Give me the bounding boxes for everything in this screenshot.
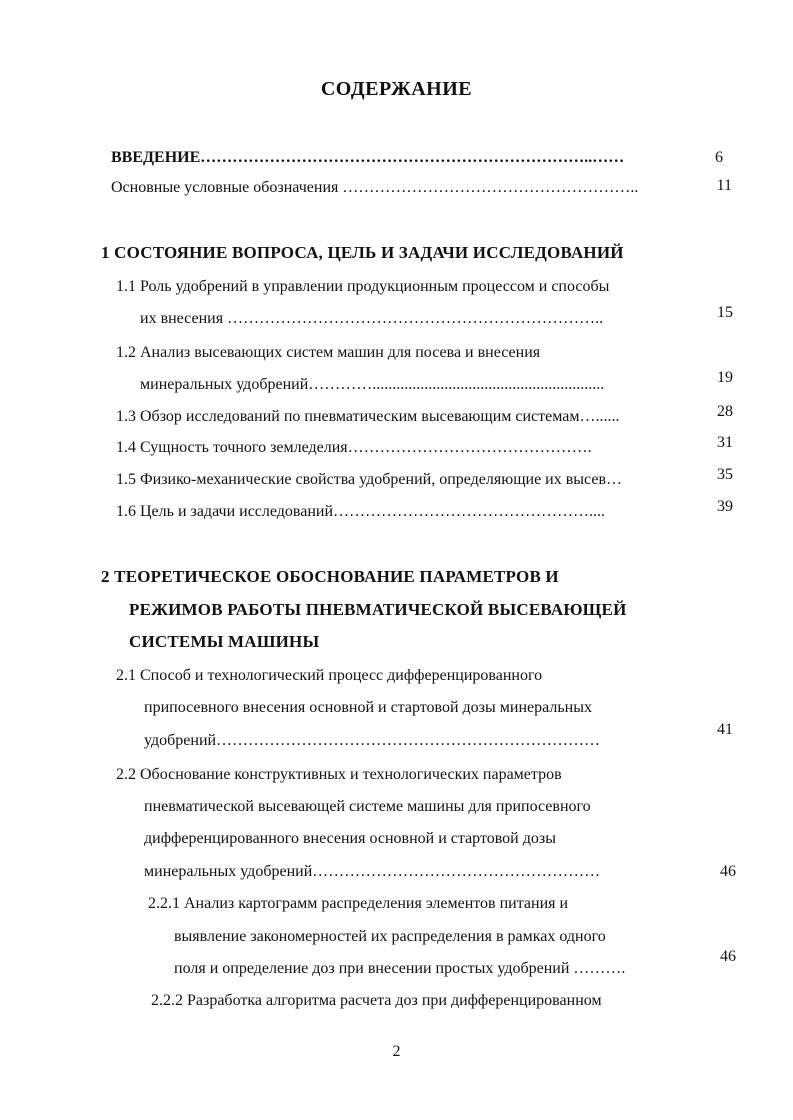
toc-page-2-2-1: 46: [720, 948, 736, 965]
toc-page-abbreviations: 11: [716, 177, 732, 194]
page-number: 2: [392, 1043, 401, 1060]
chapter-2-heading-line1: 2 ТЕОРЕТИЧЕСКОЕ ОБОСНОВАНИЕ ПАРАМЕТРОВ И: [101, 567, 559, 586]
toc-page-2-2: 46: [720, 863, 736, 880]
toc-entry-1-2-line2: минеральных удобрений…………..........................................................: [140, 376, 605, 393]
toc-entry-1-5: 1.5 Физико-механические свойства удобрений, определяющие их высев…: [116, 471, 622, 488]
toc-entry-2-1-line1: 2.1 Способ и технологический процесс дифференцированного: [116, 667, 543, 684]
toc-entry-2-2-1-line2: выявление закономерностей их распределения в рамках одного: [174, 928, 606, 945]
toc-entry-1-4: 1.4 Сущность точного земледелия……………………………………….: [116, 439, 592, 456]
toc-entry-2-2-line4: минеральных удобрений………………………………………………: [144, 863, 601, 880]
toc-page-1-5: 35: [717, 466, 733, 483]
toc-entry-2-2-line3: дифференцированного внесения основной и стартовой дозы: [144, 830, 556, 847]
toc-entry-2-1-line3: удобрений………………………………………………………………: [144, 732, 601, 749]
chapter-2-heading-line2: РЕЖИМОВ РАБОТЫ ПНЕВМАТИЧЕСКОЙ ВЫСЕВАЮЩЕЙ: [129, 600, 627, 619]
toc-entry-1-1-line2: их внесения ……………………………………………………………..: [140, 310, 604, 327]
toc-page-1-6: 39: [717, 498, 733, 515]
chapter-2-heading-line3: СИСТЕМЫ МАШИНЫ: [129, 632, 320, 651]
toc-page-1-2: 19: [717, 369, 733, 386]
toc-page-1-3: 28: [717, 403, 733, 420]
toc-entry-2-2-1-line3: поля и определение доз при внесении простых удобрений ……….: [174, 960, 626, 977]
toc-page-introduction: 6: [715, 149, 723, 166]
toc-entry-1-6: 1.6 Цель и задачи исследований…………………………………………....: [116, 503, 606, 520]
toc-page-1-4: 31: [717, 434, 733, 451]
toc-entry-introduction: ВВЕДЕНИЕ………………………………………………………………..……: [111, 149, 625, 166]
toc-entry-1-1-line1: 1.1 Роль удобрений в управлении продукционным процессом и способы: [116, 278, 610, 295]
page-title: СОДЕРЖАНИЕ: [320, 78, 473, 100]
toc-entry-2-1-line2: припосевного внесения основной и стартовой дозы минеральных: [144, 699, 592, 716]
toc-page-1-1: 15: [717, 304, 733, 321]
toc-entry-2-2-line1: 2.2 Обоснование конструктивных и технологических параметров: [116, 766, 562, 783]
toc-entry-abbreviations: Основные условные обозначения ………………………………………………..: [111, 179, 639, 196]
toc-entry-2-2-1-line1: 2.2.1 Анализ картограмм распределения элементов питания и: [148, 895, 569, 912]
toc-entry-2-2-line2: пневматической высевающей системе машины для припосевного: [144, 798, 591, 815]
toc-entry-1-3: 1.3 Обзор исследований по пневматическим высевающим системам…......: [116, 408, 620, 425]
toc-entry-1-2-line1: 1.2 Анализ высевающих систем машин для посева и внесения: [116, 344, 541, 361]
toc-entry-2-2-2-line1: 2.2.2 Разработка алгоритма расчета доз при дифференцированном: [151, 992, 602, 1009]
chapter-1-heading: 1 СОСТОЯНИЕ ВОПРОСА, ЦЕЛЬ И ЗАДАЧИ ИССЛЕДОВАНИЙ: [101, 243, 624, 262]
toc-page-2-1: 41: [717, 721, 733, 738]
